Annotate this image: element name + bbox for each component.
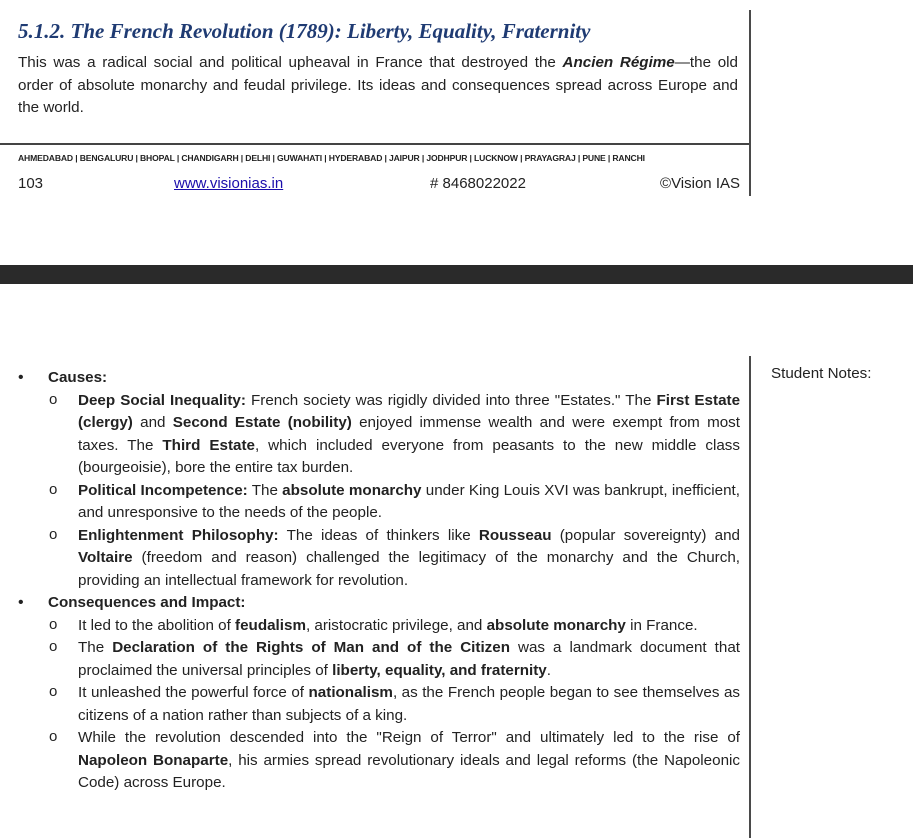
consequences-list [48, 615, 740, 795]
intro-text-end: —the old order of absolute monarchy and feudal privilege. Its ideas and consequences spread across Europe and the world. [18, 54, 738, 116]
intro-text: This was a radical social and political upheaval in France that destroyed the [18, 54, 563, 71]
margin-divider [749, 10, 751, 196]
content-list [18, 367, 740, 795]
page-separator [0, 265, 913, 284]
causes-list [48, 390, 740, 593]
list-item: o It led to the abolition of feudalism, aristocratic privilege, and absolute monarchy in France. [48, 615, 740, 638]
list-item: o Enlightenment Philosophy: The ideas of thinkers like Rousseau (popular sovereignty) and Voltaire (freedom and reason) challenged the legitimacy of the monarchy and the Church, providing an intellectual framework for revolution. [48, 525, 740, 593]
page-footer [18, 175, 740, 197]
student-notes-label: Student Notes: [771, 365, 872, 382]
causes-heading: Causes: [48, 369, 108, 386]
list-item: o The Declaration of the Rights of Man and of the Citizen was a landmark document that proclaimed the universal principles of liberty, equality, and fraternity. [48, 637, 740, 682]
city-list: AHMEDABAD | BENGALURU | BHOPAL | CHANDIGARH | DELHI | GUWAHATI | HYDERABAD | JAIPUR | JODHPUR | LUCKNOW | PRAYAGRAJ | PUNE | RANCHI [18, 153, 645, 163]
list-item: o While the revolution descended into the "Reign of Terror" and ultimately led to the rise of Napoleon Bonaparte, his armies spread revolutionary ideals and legal reforms (the Napoleonic Code) across Europe. [48, 727, 740, 795]
list-item [18, 367, 740, 592]
intro-term: Ancien Régime [562, 54, 675, 71]
consequences-heading: Consequences and Impact: [48, 594, 246, 611]
page-number: 103 [18, 175, 44, 192]
copyright: ©Vision IAS [660, 175, 740, 192]
previous-page [0, 0, 913, 265]
list-item: o Deep Social Inequality: French society was rigidly divided into three "Estates." The First Estate (clergy) and Second Estate (nobility) enjoyed immense wealth and were exempt from most taxes. The Third Estate, which included everyone from peasants to the new middle class (bourgeoisie), bore the entire tax burden. [48, 390, 740, 480]
website-link[interactable]: www.visionias.in [174, 175, 284, 192]
section-heading: 5.1.2. The French Revolution (1789): Liberty, Equality, Fraternity [18, 19, 591, 43]
list-item: o Political Incompetence: The absolute monarchy under King Louis XVI was bankrupt, inefficient, and unresponsive to the needs of the people. [48, 480, 740, 525]
footer-rule [0, 143, 749, 145]
list-item [18, 592, 740, 795]
list-item: o It unleashed the powerful force of nationalism, as the French people began to see themselves as citizens of a nation rather than subjects of a king. [48, 682, 740, 727]
intro-paragraph [18, 52, 738, 120]
margin-divider [749, 356, 751, 838]
phone-number: # 8468022022 [430, 175, 526, 192]
